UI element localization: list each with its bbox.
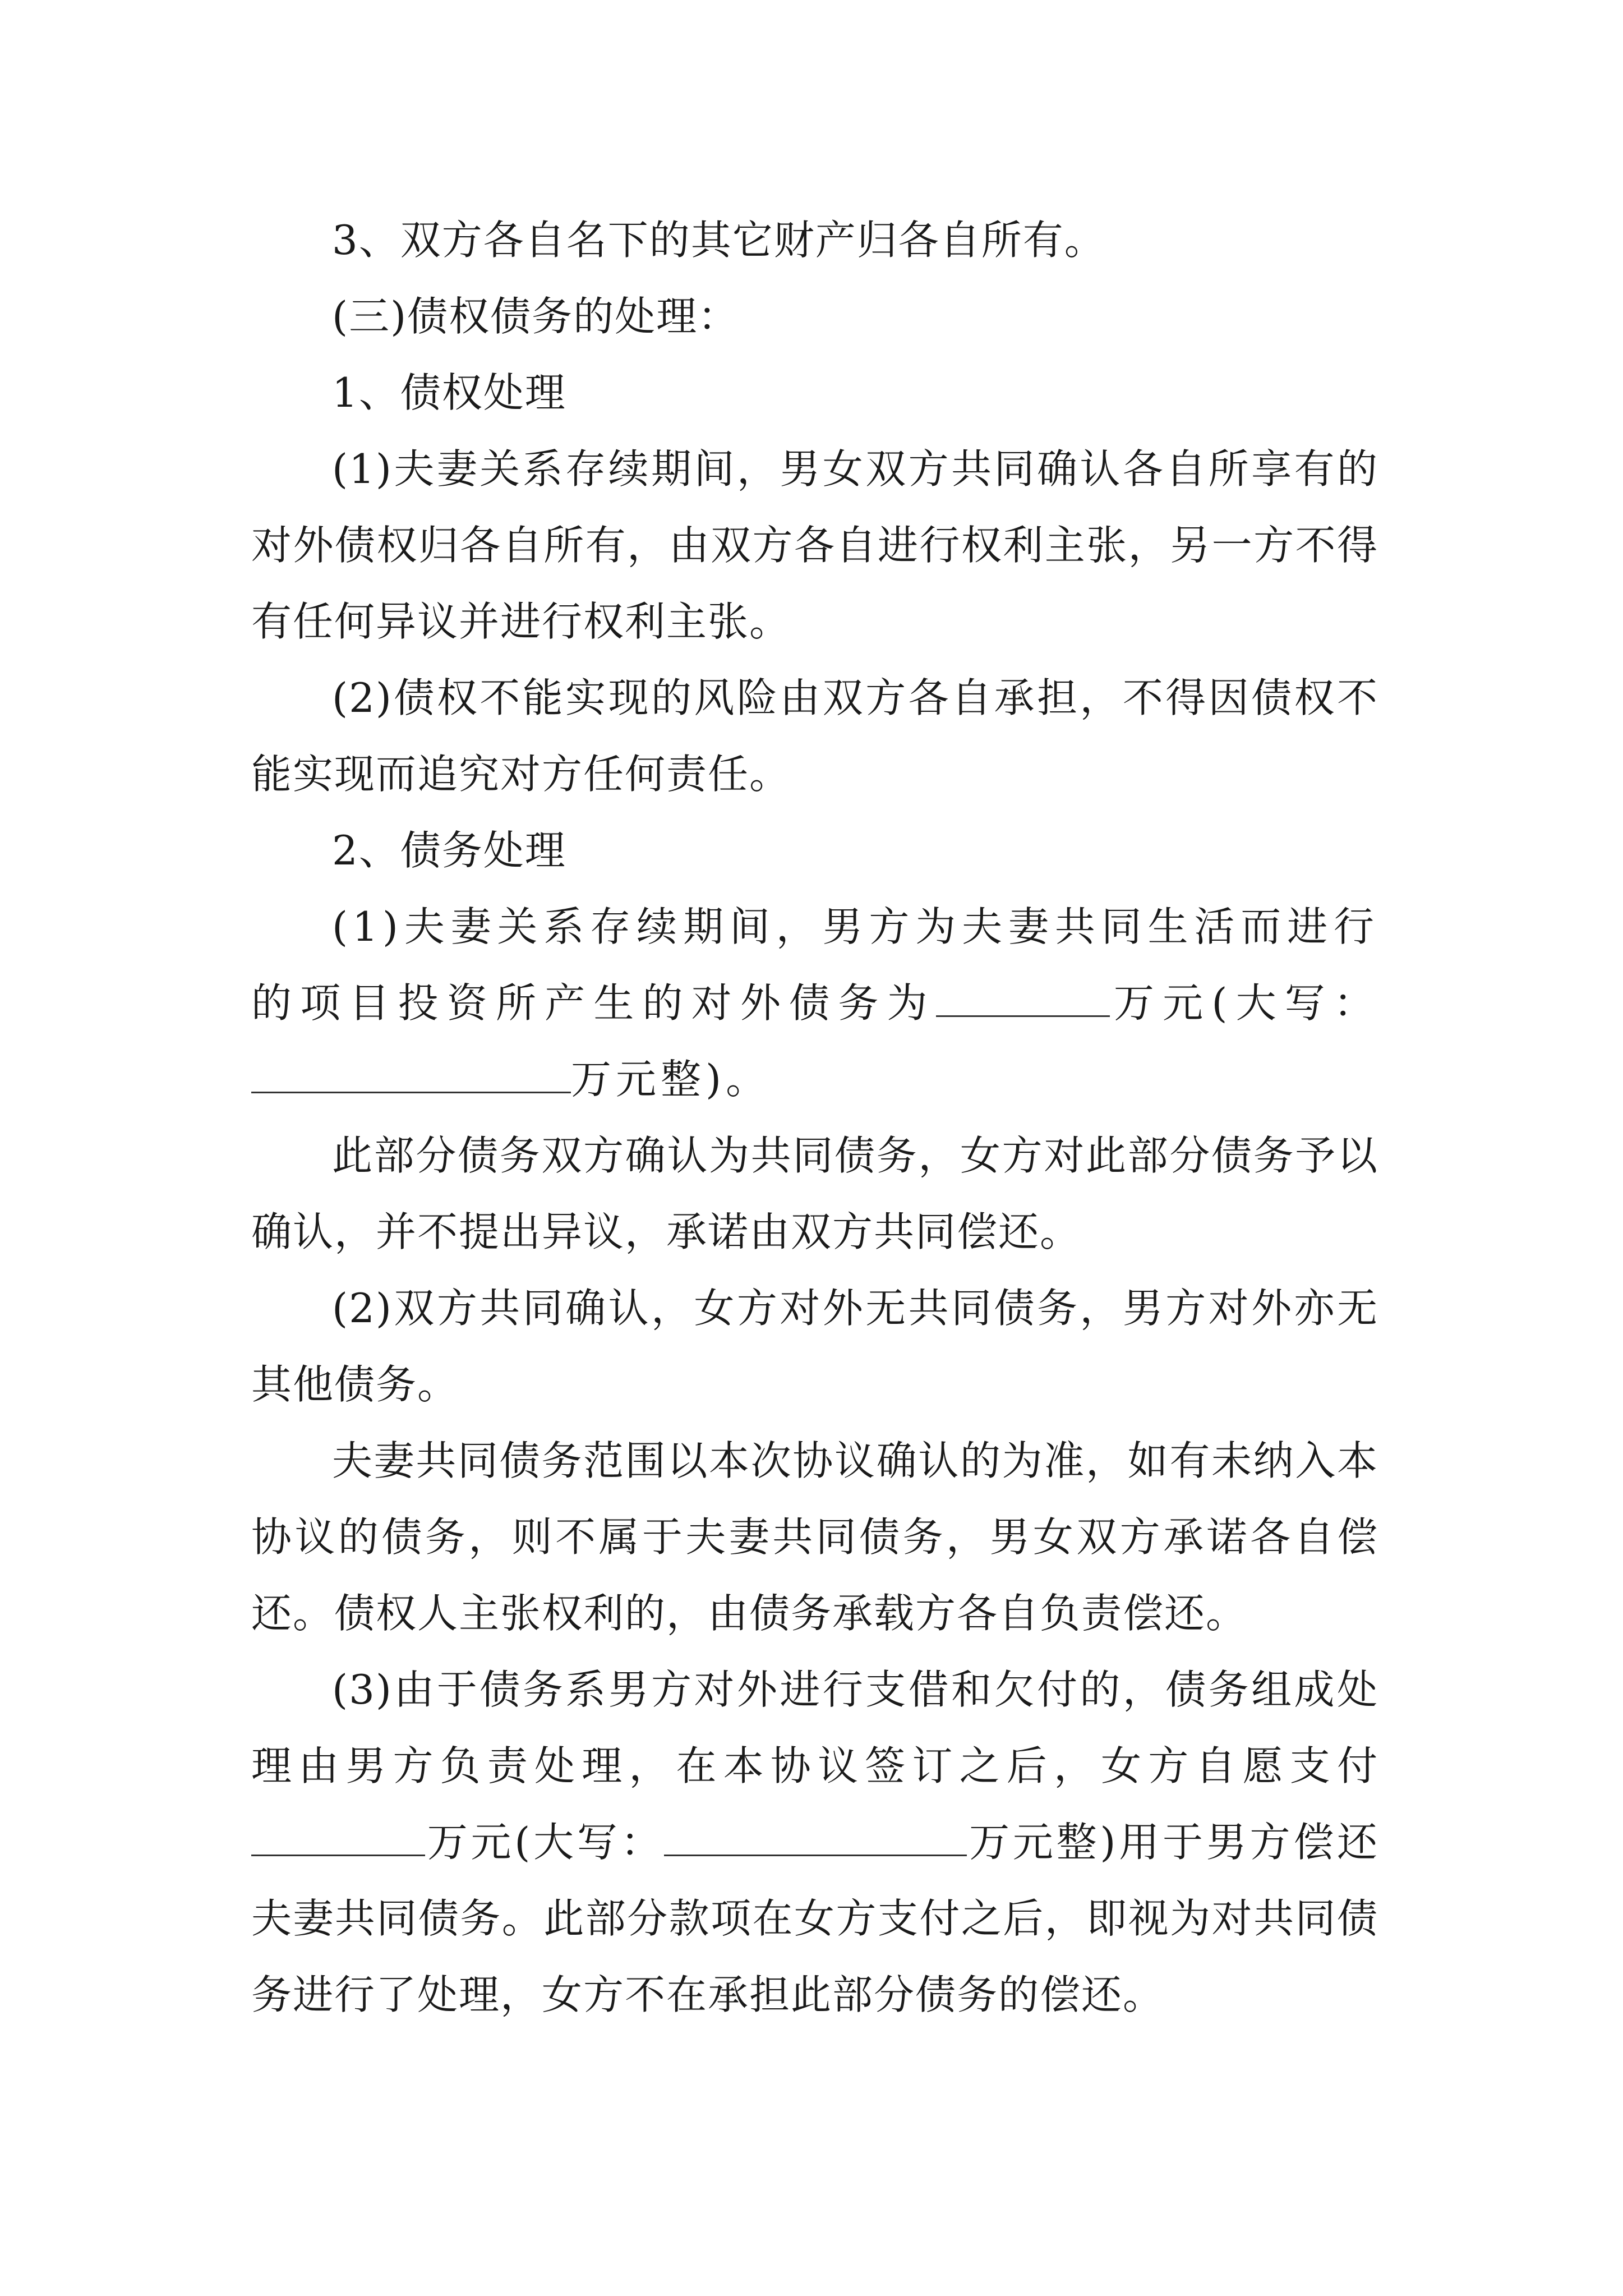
- heading-creditor-rights: 1、债权处理: [332, 369, 566, 416]
- heading-debts: 2、债务处理: [332, 827, 566, 874]
- paragraph-joint-debt-scope: 夫妻共同债务范围以本次协议确认的为准，如有未纳入本协议的债务，则不属于夫妻共同债务，男女双方承诺各自偿还。债权人主张权利的，由债务承载方各自负责偿还。: [251, 1437, 1378, 1637]
- debts-3-text-b: 万元(大写：: [425, 1819, 665, 1866]
- paragraph-debts-3: [251, 1651, 1378, 2033]
- paragraph-debts-1: [251, 889, 1378, 1117]
- debts-1-text-a: (1)夫妻关系存续期间，男方为夫妻共同生活而进行的项目投资所产生的对外债务为: [251, 903, 1378, 1027]
- payment-amount-uppercase-blank[interactable]: [664, 1806, 967, 1856]
- paragraph-creditor-rights-2: (2)债权不能实现的风险由双方各自承担，不得因债权不能实现而追究对方任何责任。: [251, 674, 1378, 798]
- debts-1-text-b: 万元(大写：: [1109, 979, 1378, 1027]
- paragraph-joint-debt-confirm: 此部分债务双方确认为共同债务，女方对此部分债务予以确认，并不提出异议，承诺由双方共同偿还。: [251, 1132, 1378, 1255]
- debts-3-text-a: (3)由于债务系男方对外进行支借和欠付的，债务组成处理由男方负责处理，在本协议签订之后，女方自愿支付: [251, 1666, 1378, 1789]
- heading-debt-handling: (三)债权债务的处理：: [332, 293, 740, 340]
- paragraph-other-property: 3、双方各自名下的其它财产归各自所有。: [332, 217, 1106, 264]
- paragraph-creditor-rights-1: (1)夫妻关系存续期间，男女双方共同确认各自所享有的对外债权归各自所有，由双方各自进行权利主张，另一方不得有任何异议并进行权利主张。: [251, 445, 1378, 645]
- debts-3-text-c: 万元整)用于男方偿还夫妻共同债务。此部分款项在女方支付之后，即视为对共同债务进行了处理，女方不在承担此部分债务的偿还。: [251, 1819, 1379, 2018]
- payment-amount-blank[interactable]: [251, 1806, 425, 1856]
- debt-amount-uppercase-blank[interactable]: [251, 1043, 571, 1093]
- debts-1-text-c: 万元整)。: [571, 1056, 771, 1103]
- paragraph-debts-2: (2)双方共同确认，女方对外无共同债务，男方对外亦无其他债务。: [251, 1285, 1378, 1408]
- document-page: [251, 202, 1378, 2033]
- debt-amount-blank[interactable]: [936, 967, 1110, 1017]
